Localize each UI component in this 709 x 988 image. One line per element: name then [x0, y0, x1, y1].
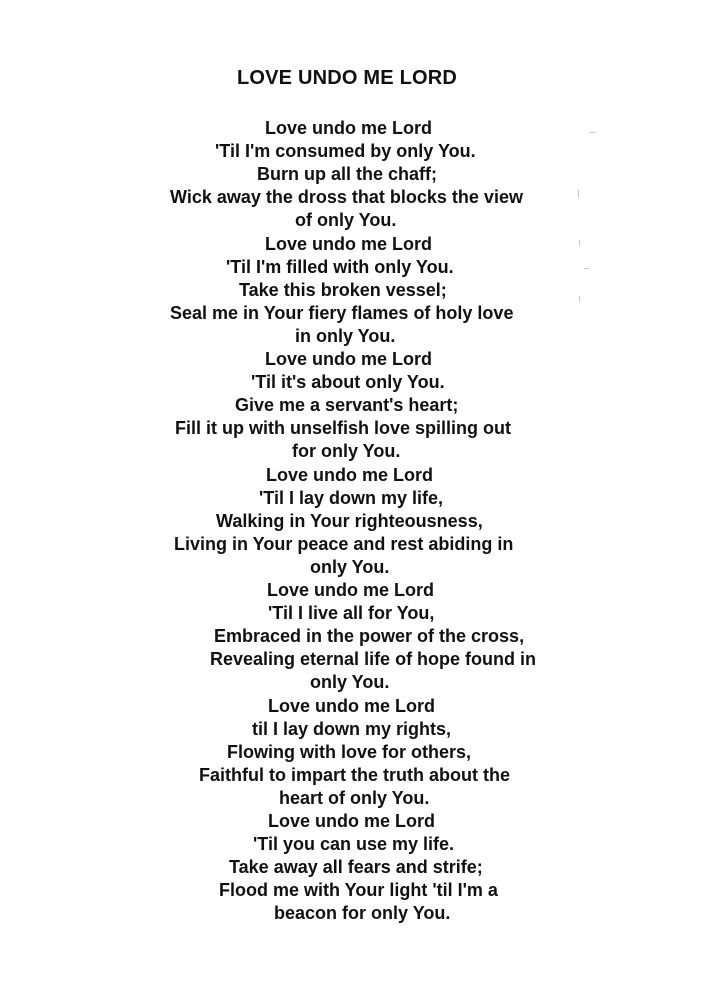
poem-title: LOVE UNDO ME LORD: [236, 67, 458, 89]
poem-line: Seal me in Your fiery flames of holy love: [170, 303, 514, 323]
poem-line: Burn up all the chaff;: [257, 164, 437, 184]
poem-line: Love undo me Lord: [266, 465, 434, 485]
poem-line: Living in Your peace and rest abiding in: [174, 534, 514, 554]
poem-line: for only You.: [292, 441, 401, 461]
poem-line: 'Til I live all for You,: [268, 603, 435, 623]
poem-line: Faithful to impart the truth about the: [199, 765, 510, 785]
poem-line: only You.: [310, 672, 390, 692]
scan-speck: [579, 296, 580, 302]
poem-line: 'Til it's about only You.: [251, 372, 445, 392]
poem-line: Love undo me Lord: [265, 234, 433, 254]
scan-speck: [579, 240, 580, 246]
poem-line: 'Til you can use my life.: [253, 834, 455, 854]
scan-speck: [584, 268, 589, 269]
poem-line: Fill it up with unselfish love spilling out: [175, 418, 511, 438]
poem-line: Revealing eternal life of hope found in: [210, 649, 537, 669]
poem-line: Flowing with love for others,: [227, 742, 472, 762]
poem-line: only You.: [310, 557, 390, 577]
poem-line: Love undo me Lord: [265, 349, 433, 369]
poem-line: Embraced in the power of the cross,: [214, 626, 525, 646]
scan-speck: [578, 190, 579, 198]
poem-line: Take away all fears and strife;: [229, 857, 483, 877]
poem-line: Love undo me Lord: [267, 580, 435, 600]
poem-line: beacon for only You.: [274, 903, 451, 923]
scan-speck: [590, 132, 596, 133]
poem-line: Take this broken vessel;: [239, 280, 447, 300]
poem-line: Walking in Your righteousness,: [216, 511, 483, 531]
poem-line: 'Til I'm filled with only You.: [226, 257, 454, 277]
poem-line: Love undo me Lord: [268, 811, 436, 831]
poem-line: til I lay down my rights,: [252, 719, 452, 739]
poem-line: of only You.: [295, 210, 397, 230]
poem-line: Love undo me Lord: [268, 696, 436, 716]
poem-line: in only You.: [295, 326, 396, 346]
poem-line: Love undo me Lord: [265, 118, 433, 138]
poem-line: Wick away the dross that blocks the view: [170, 187, 523, 207]
poem-line: Give me a servant's heart;: [235, 395, 459, 415]
poem-line: 'Til I lay down my life,: [259, 488, 443, 508]
poem-line: Flood me with Your light 'til I'm a: [219, 880, 498, 900]
poem-line: heart of only You.: [279, 788, 430, 808]
poem-line: 'Til I'm consumed by only You.: [215, 141, 476, 161]
